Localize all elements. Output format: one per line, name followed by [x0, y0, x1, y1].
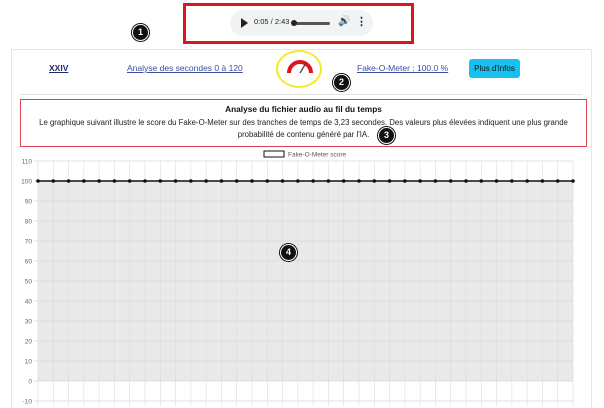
audio-player[interactable] — [230, 10, 373, 36]
volume-icon[interactable]: 🔊 — [338, 16, 351, 27]
data-point — [418, 179, 422, 183]
legend-swatch — [264, 151, 284, 157]
data-point — [372, 179, 376, 183]
fake-o-meter-gauge-icon — [285, 54, 315, 76]
data-point — [128, 179, 132, 183]
data-point — [327, 179, 331, 183]
data-point — [204, 179, 208, 183]
y-tick-label: 80 — [24, 218, 32, 226]
data-point — [189, 179, 193, 183]
data-point — [174, 179, 178, 183]
description-title: Analyse du fichier audio au fil du temps — [225, 104, 382, 114]
annotation-marker-3: 3 — [378, 127, 395, 144]
y-tick-label: -10 — [22, 398, 32, 406]
description-body: Le graphique suivant illustre le score du Fake-O-Meter sur des tranches de temps de 3,23 secondes. Des valeurs plus élevées indiquent une plus grande probabilité de contenu généré par l'IA. — [39, 118, 568, 139]
data-point — [479, 179, 483, 183]
play-icon[interactable] — [241, 18, 248, 28]
annotation-marker-1: 1 — [132, 24, 149, 41]
data-point — [449, 179, 453, 183]
data-point — [388, 179, 392, 183]
data-point — [235, 179, 239, 183]
y-tick-label: 40 — [24, 298, 32, 306]
y-tick-label: 110 — [21, 158, 32, 166]
data-point — [342, 179, 346, 183]
data-point — [556, 179, 560, 183]
audio-progress-thumb[interactable] — [291, 20, 297, 26]
more-vert-icon[interactable]: ⋮ — [356, 16, 367, 28]
data-point — [158, 179, 162, 183]
score-link[interactable]: Fake-O-Meter : 100.0 % — [357, 63, 449, 73]
data-point — [434, 179, 438, 183]
more-info-button[interactable]: Plus d'infos — [469, 59, 520, 78]
y-tick-label: 90 — [24, 198, 32, 206]
y-tick-label: 70 — [24, 238, 32, 246]
data-point — [311, 179, 315, 183]
data-point — [67, 179, 71, 183]
annotation-marker-2: 2 — [333, 74, 350, 91]
divider — [20, 94, 582, 95]
data-point — [113, 179, 117, 183]
seconds-range-link[interactable]: Analyse des secondes 0 à 120 — [127, 63, 243, 73]
y-tick-label: 100 — [21, 178, 32, 186]
segment-number-link[interactable]: XXIV — [49, 63, 69, 73]
description-box — [20, 99, 587, 147]
data-point — [571, 179, 575, 183]
data-point — [495, 179, 499, 183]
data-point — [525, 179, 529, 183]
data-point — [464, 179, 468, 183]
data-point — [541, 179, 545, 183]
data-point — [296, 179, 300, 183]
y-tick-label: 0 — [28, 378, 32, 386]
data-point — [250, 179, 254, 183]
data-point — [510, 179, 514, 183]
data-point — [36, 179, 40, 183]
y-tick-label: 30 — [24, 318, 32, 326]
data-point — [51, 179, 55, 183]
data-point — [357, 179, 361, 183]
data-point — [97, 179, 101, 183]
legend-label: Fake-O-Meter score — [288, 151, 347, 159]
annotation-marker-4: 4 — [280, 244, 297, 261]
y-tick-label: 10 — [24, 358, 32, 366]
data-point — [265, 179, 269, 183]
data-point — [281, 179, 285, 183]
y-tick-label: 60 — [24, 258, 32, 266]
data-point — [403, 179, 407, 183]
data-point — [82, 179, 86, 183]
data-point — [220, 179, 224, 183]
y-tick-label: 50 — [24, 278, 32, 286]
score-chart — [0, 149, 604, 408]
y-tick-label: 20 — [24, 338, 32, 346]
audio-time-display: 0:05 / 2:43 — [254, 17, 290, 26]
data-point — [143, 179, 147, 183]
audio-progress-track[interactable] — [292, 22, 330, 25]
